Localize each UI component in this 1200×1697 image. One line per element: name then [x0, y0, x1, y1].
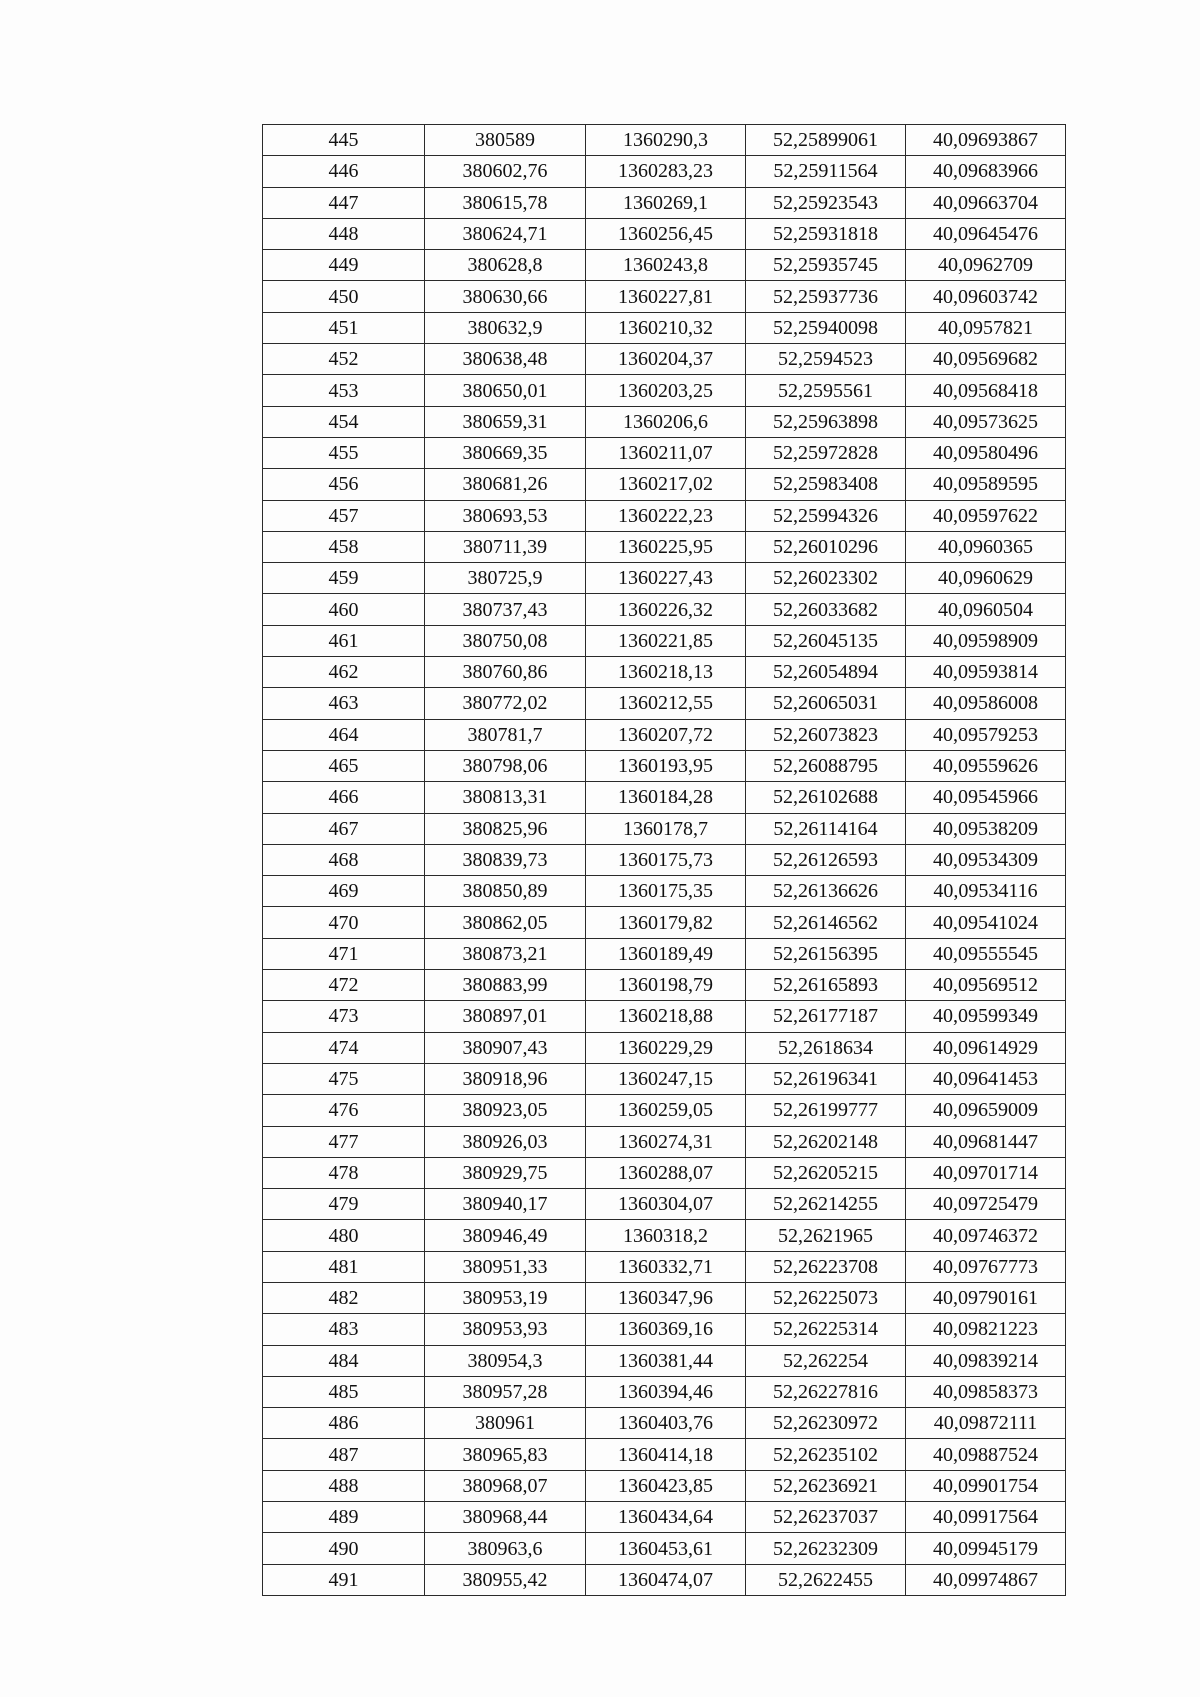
- x-coordinate-cell: 380681,26: [425, 469, 586, 500]
- x-coordinate-cell: 380813,31: [425, 782, 586, 813]
- point-number-cell: 448: [263, 218, 425, 249]
- table-row: [263, 1126, 1066, 1157]
- longitude-cell: 40,09597622: [906, 500, 1066, 531]
- y-coordinate-cell: 1360227,43: [586, 563, 746, 594]
- point-number-cell: 473: [263, 1001, 425, 1032]
- longitude-cell: 40,09573625: [906, 406, 1066, 437]
- longitude-cell: 40,09559626: [906, 750, 1066, 781]
- x-coordinate-cell: 380926,03: [425, 1126, 586, 1157]
- y-coordinate-cell: 1360414,18: [586, 1439, 746, 1470]
- point-number-cell: 450: [263, 281, 425, 312]
- longitude-cell: 40,09701714: [906, 1157, 1066, 1188]
- y-coordinate-cell: 1360369,16: [586, 1314, 746, 1345]
- y-coordinate-cell: 1360332,71: [586, 1251, 746, 1282]
- table-row: [263, 1063, 1066, 1094]
- point-number-cell: 452: [263, 344, 425, 375]
- longitude-cell: 40,09579253: [906, 719, 1066, 750]
- latitude-cell: 52,26232309: [746, 1533, 906, 1564]
- latitude-cell: 52,26156395: [746, 938, 906, 969]
- table-row: [263, 750, 1066, 781]
- table-row: [263, 844, 1066, 875]
- x-coordinate-cell: 380946,49: [425, 1220, 586, 1251]
- x-coordinate-cell: 380929,75: [425, 1157, 586, 1188]
- point-number-cell: 445: [263, 125, 425, 156]
- table-row: [263, 531, 1066, 562]
- table-row: [263, 1408, 1066, 1439]
- latitude-cell: 52,26230972: [746, 1408, 906, 1439]
- point-number-cell: 449: [263, 250, 425, 281]
- point-number-cell: 489: [263, 1502, 425, 1533]
- y-coordinate-cell: 1360184,28: [586, 782, 746, 813]
- longitude-cell: 40,0960629: [906, 563, 1066, 594]
- latitude-cell: 52,25923543: [746, 187, 906, 218]
- table-row: [263, 813, 1066, 844]
- latitude-cell: 52,26054894: [746, 657, 906, 688]
- longitude-cell: 40,09725479: [906, 1189, 1066, 1220]
- x-coordinate-cell: 380659,31: [425, 406, 586, 437]
- point-number-cell: 451: [263, 312, 425, 343]
- latitude-cell: 52,26202148: [746, 1126, 906, 1157]
- y-coordinate-cell: 1360175,35: [586, 876, 746, 907]
- x-coordinate-cell: 380923,05: [425, 1095, 586, 1126]
- longitude-cell: 40,0960504: [906, 594, 1066, 625]
- x-coordinate-cell: 380954,3: [425, 1345, 586, 1376]
- point-number-cell: 463: [263, 688, 425, 719]
- longitude-cell: 40,0960365: [906, 531, 1066, 562]
- x-coordinate-cell: 380955,42: [425, 1564, 586, 1595]
- y-coordinate-cell: 1360423,85: [586, 1470, 746, 1501]
- latitude-cell: 52,25935745: [746, 250, 906, 281]
- table-row: [263, 406, 1066, 437]
- x-coordinate-cell: 380630,66: [425, 281, 586, 312]
- latitude-cell: 52,26102688: [746, 782, 906, 813]
- latitude-cell: 52,26126593: [746, 844, 906, 875]
- table-row: [263, 938, 1066, 969]
- table-row: [263, 312, 1066, 343]
- x-coordinate-cell: 380737,43: [425, 594, 586, 625]
- latitude-cell: 52,25899061: [746, 125, 906, 156]
- longitude-cell: 40,09534309: [906, 844, 1066, 875]
- longitude-cell: 40,09659009: [906, 1095, 1066, 1126]
- point-number-cell: 459: [263, 563, 425, 594]
- point-number-cell: 486: [263, 1408, 425, 1439]
- longitude-cell: 40,0962709: [906, 250, 1066, 281]
- y-coordinate-cell: 1360288,07: [586, 1157, 746, 1188]
- longitude-cell: 40,09641453: [906, 1063, 1066, 1094]
- point-number-cell: 447: [263, 187, 425, 218]
- latitude-cell: 52,26236921: [746, 1470, 906, 1501]
- latitude-cell: 52,26199777: [746, 1095, 906, 1126]
- latitude-cell: 52,25983408: [746, 469, 906, 500]
- x-coordinate-cell: 380918,96: [425, 1063, 586, 1094]
- table-row: [263, 500, 1066, 531]
- latitude-cell: 52,25937736: [746, 281, 906, 312]
- y-coordinate-cell: 1360198,79: [586, 970, 746, 1001]
- latitude-cell: 52,26235102: [746, 1439, 906, 1470]
- y-coordinate-cell: 1360227,81: [586, 281, 746, 312]
- longitude-cell: 40,09580496: [906, 437, 1066, 468]
- point-number-cell: 483: [263, 1314, 425, 1345]
- y-coordinate-cell: 1360269,1: [586, 187, 746, 218]
- x-coordinate-cell: 380957,28: [425, 1376, 586, 1407]
- y-coordinate-cell: 1360218,13: [586, 657, 746, 688]
- table-row: [263, 1220, 1066, 1251]
- latitude-cell: 52,26088795: [746, 750, 906, 781]
- table-row: [263, 563, 1066, 594]
- x-coordinate-cell: 380873,21: [425, 938, 586, 969]
- latitude-cell: 52,2595561: [746, 375, 906, 406]
- point-number-cell: 464: [263, 719, 425, 750]
- latitude-cell: 52,26033682: [746, 594, 906, 625]
- point-number-cell: 487: [263, 1439, 425, 1470]
- point-number-cell: 455: [263, 437, 425, 468]
- point-number-cell: 457: [263, 500, 425, 531]
- latitude-cell: 52,26073823: [746, 719, 906, 750]
- y-coordinate-cell: 1360204,37: [586, 344, 746, 375]
- y-coordinate-cell: 1360290,3: [586, 125, 746, 156]
- point-number-cell: 479: [263, 1189, 425, 1220]
- x-coordinate-cell: 380798,06: [425, 750, 586, 781]
- x-coordinate-cell: 380953,93: [425, 1314, 586, 1345]
- table-row: [263, 876, 1066, 907]
- x-coordinate-cell: 380602,76: [425, 156, 586, 187]
- x-coordinate-cell: 380589: [425, 125, 586, 156]
- y-coordinate-cell: 1360226,32: [586, 594, 746, 625]
- y-coordinate-cell: 1360218,88: [586, 1001, 746, 1032]
- longitude-cell: 40,09945179: [906, 1533, 1066, 1564]
- point-number-cell: 454: [263, 406, 425, 437]
- longitude-cell: 40,09599349: [906, 1001, 1066, 1032]
- y-coordinate-cell: 1360256,45: [586, 218, 746, 249]
- point-number-cell: 472: [263, 970, 425, 1001]
- x-coordinate-cell: 380638,48: [425, 344, 586, 375]
- point-number-cell: 458: [263, 531, 425, 562]
- latitude-cell: 52,26010296: [746, 531, 906, 562]
- x-coordinate-cell: 380624,71: [425, 218, 586, 249]
- x-coordinate-cell: 380968,07: [425, 1470, 586, 1501]
- x-coordinate-cell: 380883,99: [425, 970, 586, 1001]
- latitude-cell: 52,2622455: [746, 1564, 906, 1595]
- table-row: [263, 688, 1066, 719]
- table-row: [263, 1470, 1066, 1501]
- longitude-cell: 40,09645476: [906, 218, 1066, 249]
- x-coordinate-cell: 380725,9: [425, 563, 586, 594]
- longitude-cell: 40,09534116: [906, 876, 1066, 907]
- x-coordinate-cell: 380825,96: [425, 813, 586, 844]
- longitude-cell: 40,09872111: [906, 1408, 1066, 1439]
- x-coordinate-cell: 380781,7: [425, 719, 586, 750]
- point-number-cell: 453: [263, 375, 425, 406]
- x-coordinate-cell: 380961: [425, 1408, 586, 1439]
- latitude-cell: 52,26227816: [746, 1376, 906, 1407]
- table-row: [263, 375, 1066, 406]
- table-row: [263, 657, 1066, 688]
- longitude-cell: 40,09746372: [906, 1220, 1066, 1251]
- table-row: [263, 1251, 1066, 1282]
- table-row: [263, 1282, 1066, 1313]
- table-row: [263, 1001, 1066, 1032]
- table-row: [263, 437, 1066, 468]
- y-coordinate-cell: 1360394,46: [586, 1376, 746, 1407]
- table-row: [263, 1533, 1066, 1564]
- latitude-cell: 52,2618634: [746, 1032, 906, 1063]
- x-coordinate-cell: 380750,08: [425, 625, 586, 656]
- point-number-cell: 470: [263, 907, 425, 938]
- x-coordinate-cell: 380907,43: [425, 1032, 586, 1063]
- y-coordinate-cell: 1360193,95: [586, 750, 746, 781]
- x-coordinate-cell: 380760,86: [425, 657, 586, 688]
- y-coordinate-cell: 1360206,6: [586, 406, 746, 437]
- y-coordinate-cell: 1360211,07: [586, 437, 746, 468]
- y-coordinate-cell: 1360243,8: [586, 250, 746, 281]
- latitude-cell: 52,26223708: [746, 1251, 906, 1282]
- coordinates-table: [262, 124, 1066, 1596]
- longitude-cell: 40,09663704: [906, 187, 1066, 218]
- latitude-cell: 52,26214255: [746, 1189, 906, 1220]
- point-number-cell: 460: [263, 594, 425, 625]
- x-coordinate-cell: 380963,6: [425, 1533, 586, 1564]
- longitude-cell: 40,09538209: [906, 813, 1066, 844]
- x-coordinate-cell: 380965,83: [425, 1439, 586, 1470]
- longitude-cell: 40,09767773: [906, 1251, 1066, 1282]
- point-number-cell: 484: [263, 1345, 425, 1376]
- y-coordinate-cell: 1360217,02: [586, 469, 746, 500]
- longitude-cell: 40,09586008: [906, 688, 1066, 719]
- x-coordinate-cell: 380897,01: [425, 1001, 586, 1032]
- x-coordinate-cell: 380839,73: [425, 844, 586, 875]
- x-coordinate-cell: 380669,35: [425, 437, 586, 468]
- point-number-cell: 467: [263, 813, 425, 844]
- table-row: [263, 125, 1066, 156]
- latitude-cell: 52,2594523: [746, 344, 906, 375]
- latitude-cell: 52,26045135: [746, 625, 906, 656]
- y-coordinate-cell: 1360304,07: [586, 1189, 746, 1220]
- latitude-cell: 52,26237037: [746, 1502, 906, 1533]
- table-row: [263, 1439, 1066, 1470]
- table-row: [263, 907, 1066, 938]
- table-row: [263, 156, 1066, 187]
- y-coordinate-cell: 1360207,72: [586, 719, 746, 750]
- table-row: [263, 625, 1066, 656]
- y-coordinate-cell: 1360247,15: [586, 1063, 746, 1094]
- y-coordinate-cell: 1360221,85: [586, 625, 746, 656]
- longitude-cell: 40,09821223: [906, 1314, 1066, 1345]
- y-coordinate-cell: 1360189,49: [586, 938, 746, 969]
- latitude-cell: 52,26023302: [746, 563, 906, 594]
- y-coordinate-cell: 1360474,07: [586, 1564, 746, 1595]
- point-number-cell: 465: [263, 750, 425, 781]
- longitude-cell: 40,09887524: [906, 1439, 1066, 1470]
- point-number-cell: 462: [263, 657, 425, 688]
- latitude-cell: 52,26225314: [746, 1314, 906, 1345]
- point-number-cell: 474: [263, 1032, 425, 1063]
- y-coordinate-cell: 1360347,96: [586, 1282, 746, 1313]
- table-row: [263, 344, 1066, 375]
- longitude-cell: 40,09681447: [906, 1126, 1066, 1157]
- latitude-cell: 52,2621965: [746, 1220, 906, 1251]
- table-row: [263, 1564, 1066, 1595]
- longitude-cell: 40,09598909: [906, 625, 1066, 656]
- latitude-cell: 52,25940098: [746, 312, 906, 343]
- y-coordinate-cell: 1360222,23: [586, 500, 746, 531]
- y-coordinate-cell: 1360381,44: [586, 1345, 746, 1376]
- y-coordinate-cell: 1360179,82: [586, 907, 746, 938]
- latitude-cell: 52,26136626: [746, 876, 906, 907]
- y-coordinate-cell: 1360229,29: [586, 1032, 746, 1063]
- x-coordinate-cell: 380632,9: [425, 312, 586, 343]
- table-row: [263, 469, 1066, 500]
- longitude-cell: 40,09589595: [906, 469, 1066, 500]
- latitude-cell: 52,26177187: [746, 1001, 906, 1032]
- table-row: [263, 281, 1066, 312]
- y-coordinate-cell: 1360283,23: [586, 156, 746, 187]
- latitude-cell: 52,26065031: [746, 688, 906, 719]
- longitude-cell: 40,09858373: [906, 1376, 1066, 1407]
- x-coordinate-cell: 380968,44: [425, 1502, 586, 1533]
- x-coordinate-cell: 380850,89: [425, 876, 586, 907]
- table-row: [263, 1189, 1066, 1220]
- point-number-cell: 477: [263, 1126, 425, 1157]
- longitude-cell: 40,09569682: [906, 344, 1066, 375]
- point-number-cell: 456: [263, 469, 425, 500]
- x-coordinate-cell: 380711,39: [425, 531, 586, 562]
- table-row: [263, 970, 1066, 1001]
- y-coordinate-cell: 1360259,05: [586, 1095, 746, 1126]
- table-row: [263, 1502, 1066, 1533]
- point-number-cell: 469: [263, 876, 425, 907]
- longitude-cell: 40,09917564: [906, 1502, 1066, 1533]
- longitude-cell: 40,09541024: [906, 907, 1066, 938]
- x-coordinate-cell: 380693,53: [425, 500, 586, 531]
- table-row: [263, 1376, 1066, 1407]
- y-coordinate-cell: 1360203,25: [586, 375, 746, 406]
- table-row: [263, 1345, 1066, 1376]
- latitude-cell: 52,25972828: [746, 437, 906, 468]
- longitude-cell: 40,09839214: [906, 1345, 1066, 1376]
- table-row: [263, 594, 1066, 625]
- y-coordinate-cell: 1360212,55: [586, 688, 746, 719]
- y-coordinate-cell: 1360175,73: [586, 844, 746, 875]
- y-coordinate-cell: 1360403,76: [586, 1408, 746, 1439]
- longitude-cell: 40,09614929: [906, 1032, 1066, 1063]
- latitude-cell: 52,25963898: [746, 406, 906, 437]
- latitude-cell: 52,26165893: [746, 970, 906, 1001]
- x-coordinate-cell: 380650,01: [425, 375, 586, 406]
- latitude-cell: 52,25994326: [746, 500, 906, 531]
- point-number-cell: 481: [263, 1251, 425, 1282]
- table-row: [263, 218, 1066, 249]
- latitude-cell: 52,26196341: [746, 1063, 906, 1094]
- point-number-cell: 482: [263, 1282, 425, 1313]
- y-coordinate-cell: 1360318,2: [586, 1220, 746, 1251]
- table-row: [263, 1095, 1066, 1126]
- point-number-cell: 485: [263, 1376, 425, 1407]
- x-coordinate-cell: 380940,17: [425, 1189, 586, 1220]
- table-row: [263, 1314, 1066, 1345]
- x-coordinate-cell: 380953,19: [425, 1282, 586, 1313]
- longitude-cell: 40,09593814: [906, 657, 1066, 688]
- y-coordinate-cell: 1360225,95: [586, 531, 746, 562]
- point-number-cell: 488: [263, 1470, 425, 1501]
- point-number-cell: 471: [263, 938, 425, 969]
- latitude-cell: 52,26146562: [746, 907, 906, 938]
- latitude-cell: 52,26114164: [746, 813, 906, 844]
- longitude-cell: 40,09901754: [906, 1470, 1066, 1501]
- point-number-cell: 476: [263, 1095, 425, 1126]
- latitude-cell: 52,262254: [746, 1345, 906, 1376]
- y-coordinate-cell: 1360434,64: [586, 1502, 746, 1533]
- longitude-cell: 40,09790161: [906, 1282, 1066, 1313]
- table-row: [263, 250, 1066, 281]
- latitude-cell: 52,25911564: [746, 156, 906, 187]
- longitude-cell: 40,0957821: [906, 312, 1066, 343]
- latitude-cell: 52,26205215: [746, 1157, 906, 1188]
- point-number-cell: 461: [263, 625, 425, 656]
- longitude-cell: 40,09974867: [906, 1564, 1066, 1595]
- latitude-cell: 52,25931818: [746, 218, 906, 249]
- longitude-cell: 40,09545966: [906, 782, 1066, 813]
- point-number-cell: 468: [263, 844, 425, 875]
- table-row: [263, 187, 1066, 218]
- y-coordinate-cell: 1360178,7: [586, 813, 746, 844]
- point-number-cell: 446: [263, 156, 425, 187]
- longitude-cell: 40,09603742: [906, 281, 1066, 312]
- longitude-cell: 40,09683966: [906, 156, 1066, 187]
- x-coordinate-cell: 380615,78: [425, 187, 586, 218]
- point-number-cell: 491: [263, 1564, 425, 1595]
- x-coordinate-cell: 380772,02: [425, 688, 586, 719]
- longitude-cell: 40,09693867: [906, 125, 1066, 156]
- x-coordinate-cell: 380862,05: [425, 907, 586, 938]
- point-number-cell: 475: [263, 1063, 425, 1094]
- table-row: [263, 1157, 1066, 1188]
- longitude-cell: 40,09568418: [906, 375, 1066, 406]
- latitude-cell: 52,26225073: [746, 1282, 906, 1313]
- y-coordinate-cell: 1360453,61: [586, 1533, 746, 1564]
- x-coordinate-cell: 380628,8: [425, 250, 586, 281]
- table-row: [263, 719, 1066, 750]
- longitude-cell: 40,09569512: [906, 970, 1066, 1001]
- point-number-cell: 466: [263, 782, 425, 813]
- table-row: [263, 782, 1066, 813]
- table-row: [263, 1032, 1066, 1063]
- coordinates-table-body: [263, 125, 1066, 1596]
- point-number-cell: 478: [263, 1157, 425, 1188]
- point-number-cell: 490: [263, 1533, 425, 1564]
- y-coordinate-cell: 1360210,32: [586, 312, 746, 343]
- x-coordinate-cell: 380951,33: [425, 1251, 586, 1282]
- y-coordinate-cell: 1360274,31: [586, 1126, 746, 1157]
- point-number-cell: 480: [263, 1220, 425, 1251]
- longitude-cell: 40,09555545: [906, 938, 1066, 969]
